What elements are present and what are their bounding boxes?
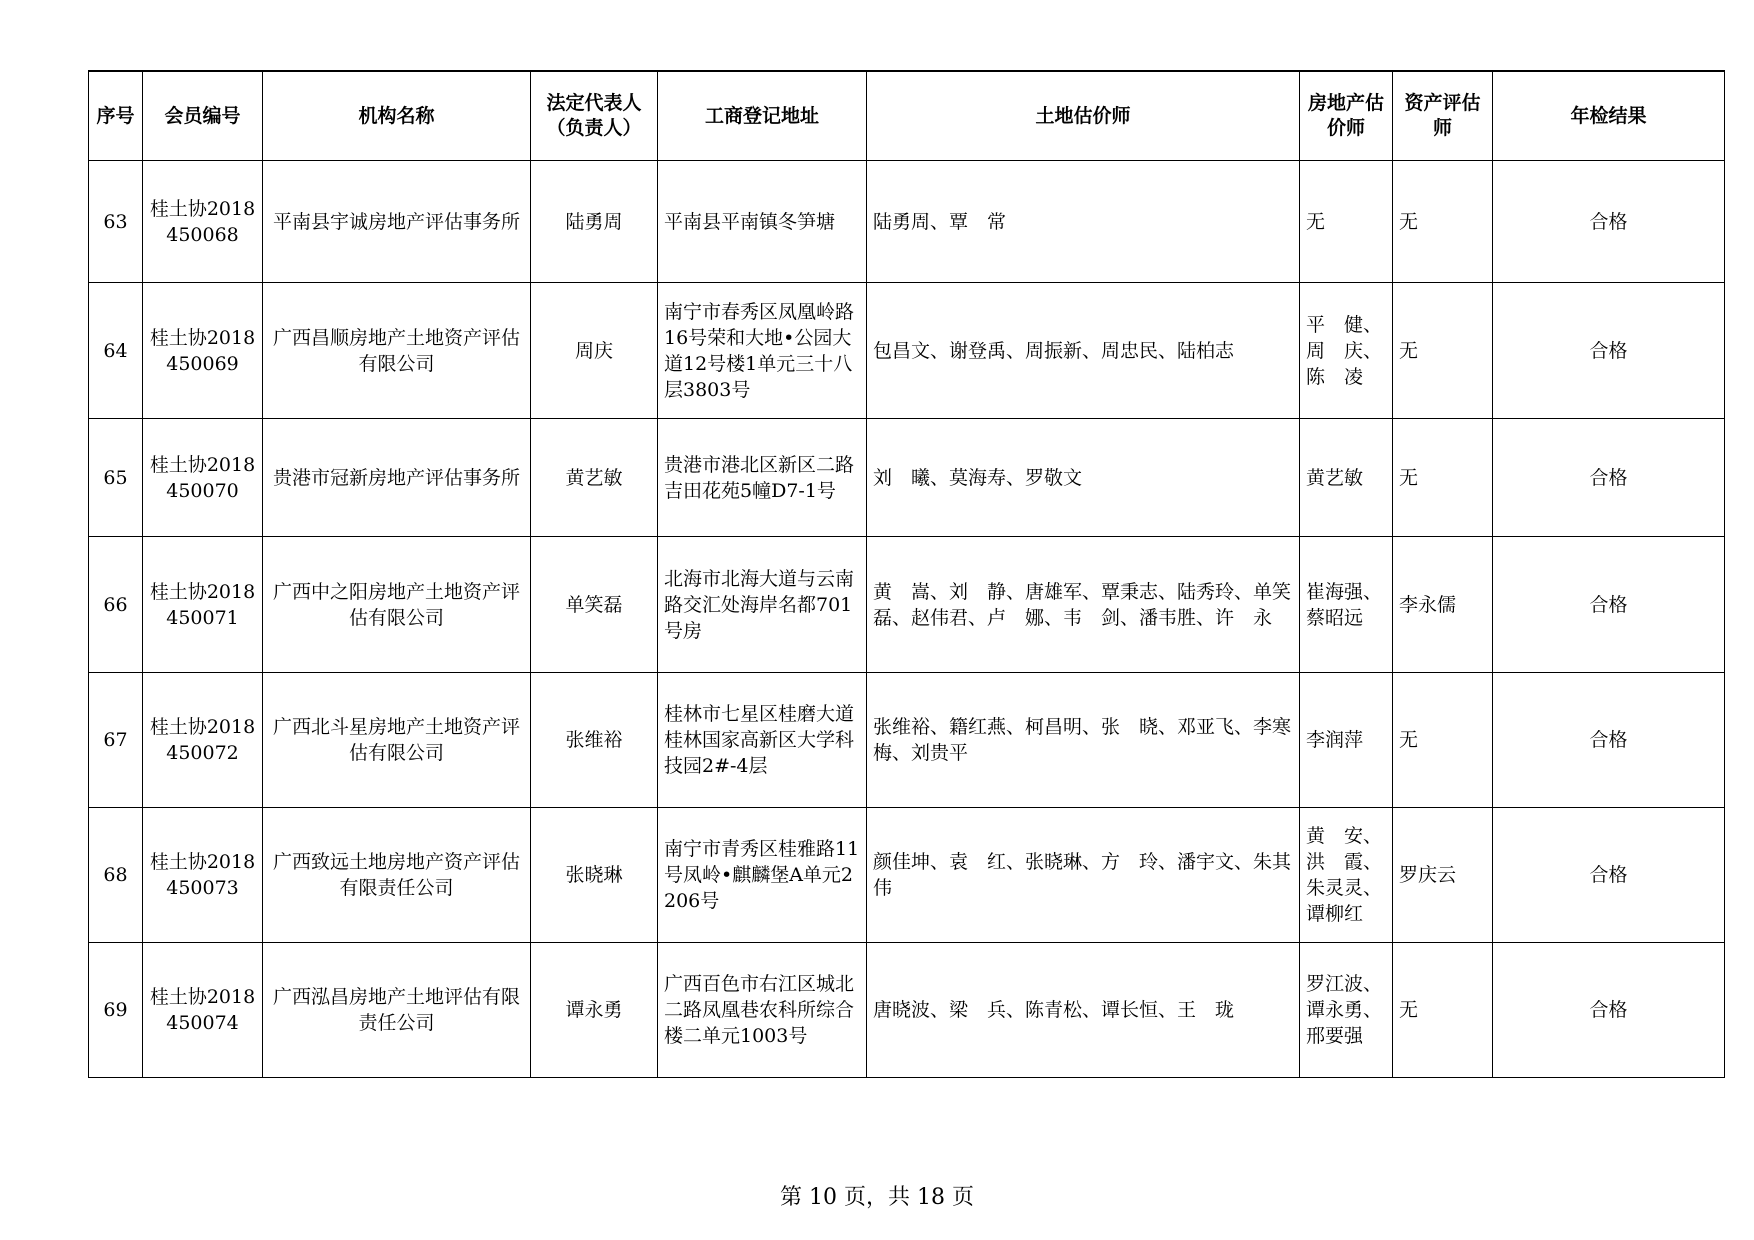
cell-real-estate-appraisers: 黄艺敏 <box>1300 419 1393 537</box>
cell-result: 合格 <box>1493 161 1725 283</box>
cell-real-estate-appraisers: 罗江波、谭永勇、邢要强 <box>1300 943 1393 1078</box>
cell-org-name: 贵港市冠新房地产评估事务所 <box>263 419 531 537</box>
cell-org-name: 广西北斗星房地产土地资产评估有限公司 <box>263 673 531 808</box>
table-row <box>89 161 1725 283</box>
table-row <box>89 943 1725 1078</box>
cell-org-name: 广西致远土地房地产资产评估有限责任公司 <box>263 808 531 943</box>
cell-member-no: 桂土协2018450069 <box>143 283 263 419</box>
cell-land-appraisers: 黄 嵩、刘 静、唐雄军、覃秉志、陆秀玲、单笑磊、赵伟君、卢 娜、韦 剑、潘韦胜、许 永 <box>867 537 1300 673</box>
cell-seq: 65 <box>89 419 143 537</box>
cell-seq: 69 <box>89 943 143 1078</box>
cell-address: 北海市北海大道与云南路交汇处海岸名都701号房 <box>658 537 867 673</box>
cell-asset-appraisers: 无 <box>1393 161 1493 283</box>
cell-result: 合格 <box>1493 673 1725 808</box>
cell-seq: 64 <box>89 283 143 419</box>
cell-real-estate-appraisers: 李润萍 <box>1300 673 1393 808</box>
table-row <box>89 537 1725 673</box>
cell-legal-rep: 单笑磊 <box>531 537 658 673</box>
cell-address: 平南县平南镇冬笋塘 <box>658 161 867 283</box>
cell-address: 贵港市港北区新区二路吉田花苑5幢D7-1号 <box>658 419 867 537</box>
appraisal-org-table <box>88 70 1725 1078</box>
cell-result: 合格 <box>1493 537 1725 673</box>
header-land-appraisers: 土地估价师 <box>867 71 1300 161</box>
cell-org-name: 广西昌顺房地产土地资产评估有限公司 <box>263 283 531 419</box>
cell-org-name: 广西中之阳房地产土地资产评估有限公司 <box>263 537 531 673</box>
cell-member-no: 桂土协2018450071 <box>143 537 263 673</box>
cell-legal-rep: 谭永勇 <box>531 943 658 1078</box>
cell-real-estate-appraisers: 无 <box>1300 161 1393 283</box>
page-number-footer: 第 10 页，共 18 页 <box>780 1185 974 1210</box>
cell-land-appraisers: 刘 曦、莫海寿、罗敬文 <box>867 419 1300 537</box>
cell-asset-appraisers: 罗庆云 <box>1393 808 1493 943</box>
cell-land-appraisers: 包昌文、谢登禹、周振新、周忠民、陆柏志 <box>867 283 1300 419</box>
cell-org-name: 广西泓昌房地产土地评估有限责任公司 <box>263 943 531 1078</box>
cell-land-appraisers: 颜佳坤、袁 红、张晓琳、方 玲、潘宇文、朱其伟 <box>867 808 1300 943</box>
cell-legal-rep: 张晓琳 <box>531 808 658 943</box>
cell-land-appraisers: 陆勇周、覃 常 <box>867 161 1300 283</box>
table-row <box>89 808 1725 943</box>
cell-seq: 66 <box>89 537 143 673</box>
cell-member-no: 桂土协2018450072 <box>143 673 263 808</box>
cell-real-estate-appraisers: 崔海强、蔡昭远 <box>1300 537 1393 673</box>
header-asset-appraisers: 资产评估师 <box>1393 71 1493 161</box>
cell-legal-rep: 周庆 <box>531 283 658 419</box>
cell-asset-appraisers: 无 <box>1393 283 1493 419</box>
cell-asset-appraisers: 无 <box>1393 419 1493 537</box>
table-row <box>89 419 1725 537</box>
cell-land-appraisers: 唐晓波、梁 兵、陈青松、谭长恒、王 珑 <box>867 943 1300 1078</box>
cell-real-estate-appraisers: 黄 安、洪 霞、朱灵灵、谭柳红 <box>1300 808 1393 943</box>
cell-legal-rep: 张维裕 <box>531 673 658 808</box>
header-real-estate-appraisers: 房地产估价师 <box>1300 71 1393 161</box>
cell-seq: 67 <box>89 673 143 808</box>
cell-address: 南宁市青秀区桂雅路11号凤岭•麒麟堡A单元2206号 <box>658 808 867 943</box>
cell-result: 合格 <box>1493 808 1725 943</box>
cell-org-name: 平南县宇诚房地产评估事务所 <box>263 161 531 283</box>
cell-asset-appraisers: 李永儒 <box>1393 537 1493 673</box>
header-seq: 序号 <box>89 71 143 161</box>
cell-legal-rep: 陆勇周 <box>531 161 658 283</box>
header-org-name: 机构名称 <box>263 71 531 161</box>
cell-seq: 63 <box>89 161 143 283</box>
cell-address: 南宁市春秀区凤凰岭路16号荣和大地•公园大道12号楼1单元三十八层3803号 <box>658 283 867 419</box>
table-row <box>89 283 1725 419</box>
header-address: 工商登记地址 <box>658 71 867 161</box>
cell-asset-appraisers: 无 <box>1393 673 1493 808</box>
header-legal-rep: 法定代表人（负责人） <box>531 71 658 161</box>
cell-result: 合格 <box>1493 419 1725 537</box>
header-member-no: 会员编号 <box>143 71 263 161</box>
cell-asset-appraisers: 无 <box>1393 943 1493 1078</box>
cell-land-appraisers: 张维裕、籍红燕、柯昌明、张 晓、邓亚飞、李寒梅、刘贵平 <box>867 673 1300 808</box>
cell-result: 合格 <box>1493 283 1725 419</box>
table-row <box>89 673 1725 808</box>
cell-address: 广西百色市右江区城北二路凤凰巷农科所综合楼二单元1003号 <box>658 943 867 1078</box>
cell-address: 桂林市七星区桂磨大道桂林国家高新区大学科技园2#-4层 <box>658 673 867 808</box>
cell-real-estate-appraisers: 平 健、周 庆、陈 凌 <box>1300 283 1393 419</box>
cell-member-no: 桂土协2018450073 <box>143 808 263 943</box>
header-result: 年检结果 <box>1493 71 1725 161</box>
header-row <box>89 71 1725 161</box>
cell-legal-rep: 黄艺敏 <box>531 419 658 537</box>
cell-seq: 68 <box>89 808 143 943</box>
cell-member-no: 桂土协2018450070 <box>143 419 263 537</box>
cell-member-no: 桂土协2018450068 <box>143 161 263 283</box>
cell-member-no: 桂土协2018450074 <box>143 943 263 1078</box>
cell-result: 合格 <box>1493 943 1725 1078</box>
